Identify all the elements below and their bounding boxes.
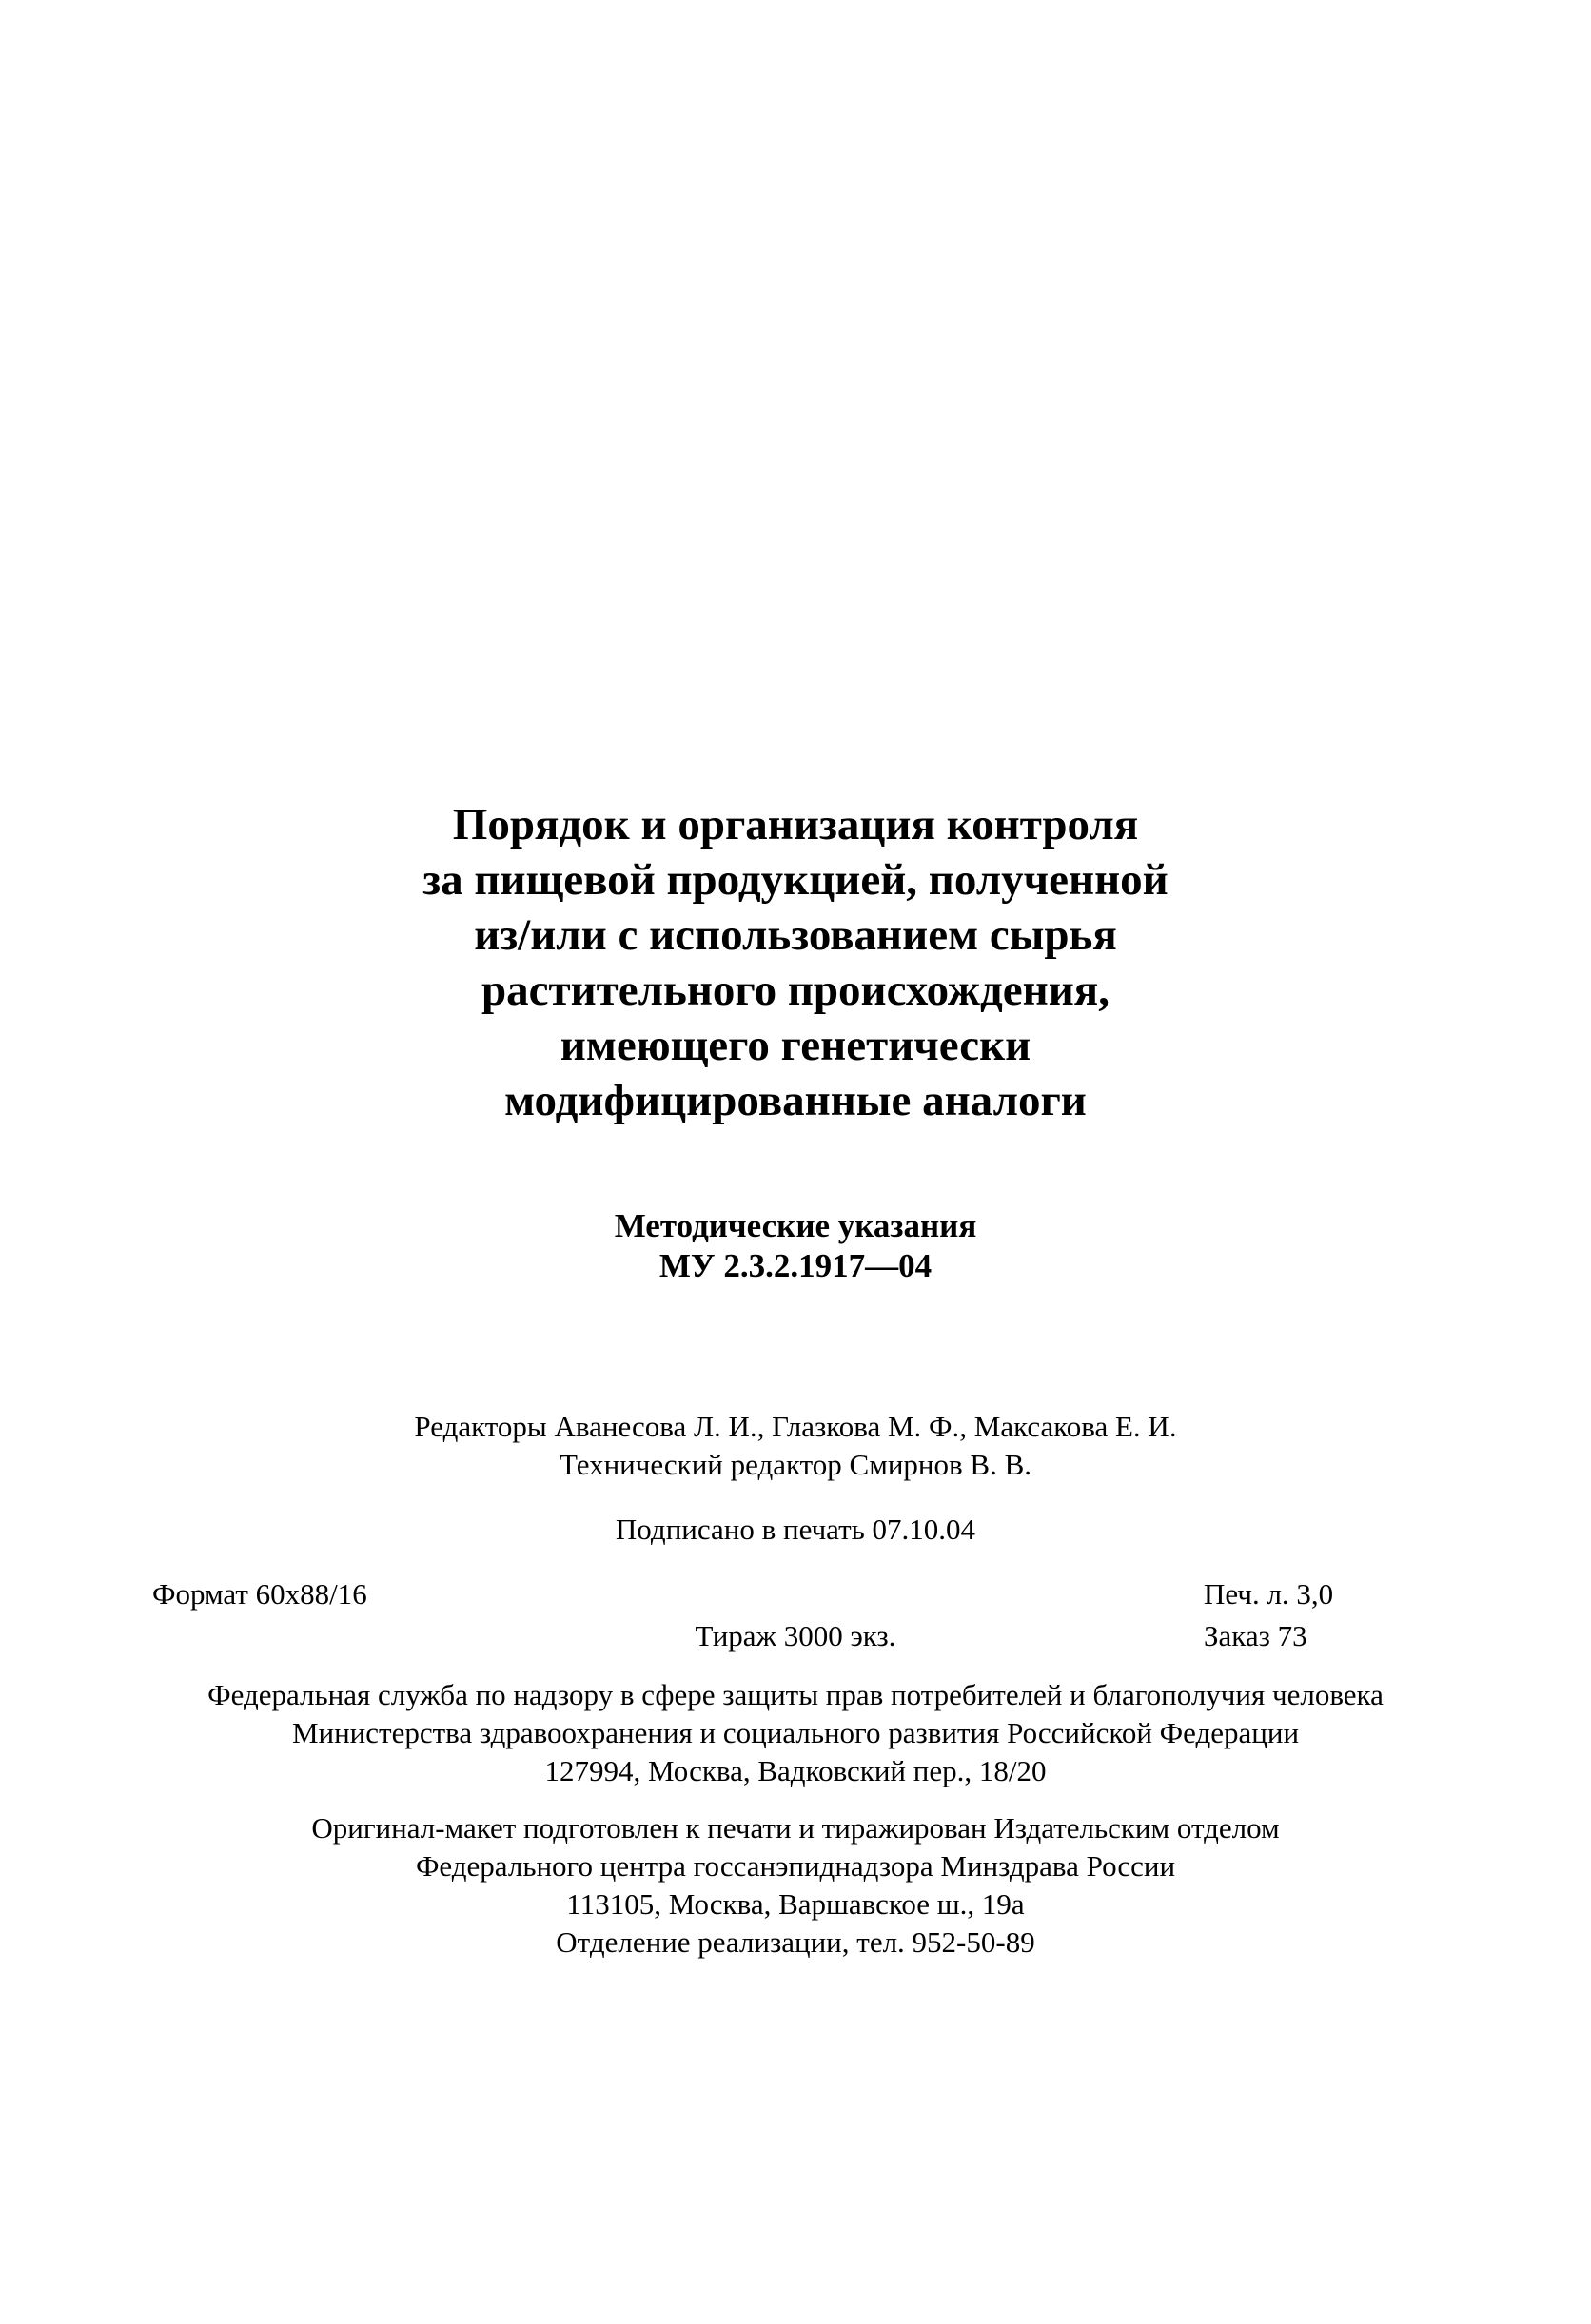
- document-title: [0, 797, 1591, 1128]
- publisher-block: [0, 1676, 1591, 1790]
- printer-address: 113105, Москва, Варшавское ш., 19а: [566, 1887, 1025, 1921]
- publisher-address: 127994, Москва, Вадковский пер., 18/20: [544, 1754, 1047, 1787]
- order-number: Заказ 73: [1204, 1619, 1307, 1652]
- document-subtitle: [0, 1206, 1591, 1286]
- printer-line: Оригинал-макет подготовлен к печати и тиражирован Издательским отделом: [311, 1811, 1280, 1845]
- editors-block: [0, 1408, 1591, 1484]
- document-kind: Методические указания: [614, 1207, 977, 1244]
- title-line: растительного происхождения,: [481, 966, 1110, 1015]
- signed-for-print: Подписано в печать 07.10.04: [615, 1513, 976, 1546]
- publisher-line: Федеральная служба по надзору в сфере защиты прав потребителей и благополучия человека: [207, 1678, 1384, 1711]
- printer-block: [0, 1809, 1591, 1962]
- document-code: МУ 2.3.2.1917—04: [658, 1247, 933, 1284]
- title-line: Порядок и организация контроля: [452, 800, 1139, 850]
- title-line: имеющего генетически: [560, 1021, 1031, 1070]
- print-format: Формат 60x88/16: [152, 1577, 367, 1611]
- publisher-line: Министерства здравоохранения и социального развития Российской Федерации: [291, 1716, 1300, 1749]
- sales-contact: Отделение реализации, тел. 952-50-89: [556, 1925, 1035, 1959]
- print-sheets: Печ. л. 3,0: [1204, 1577, 1334, 1611]
- title-line: за пищевой продукцией, полученной: [422, 855, 1169, 905]
- printer-line: Федерального центра госсанэпиднадзора Минздрава России: [415, 1849, 1176, 1883]
- print-run: Тираж 3000 экз.: [695, 1619, 896, 1652]
- tech-editor-line: Технический редактор Смирнов В. В.: [559, 1448, 1032, 1481]
- editors-line: Редакторы Аванесова Л. И., Глазкова М. Ф., Максакова Е. И.: [414, 1410, 1177, 1443]
- title-line: модифицированные аналоги: [504, 1076, 1087, 1125]
- title-line: из/или с использованием сырья: [474, 910, 1117, 960]
